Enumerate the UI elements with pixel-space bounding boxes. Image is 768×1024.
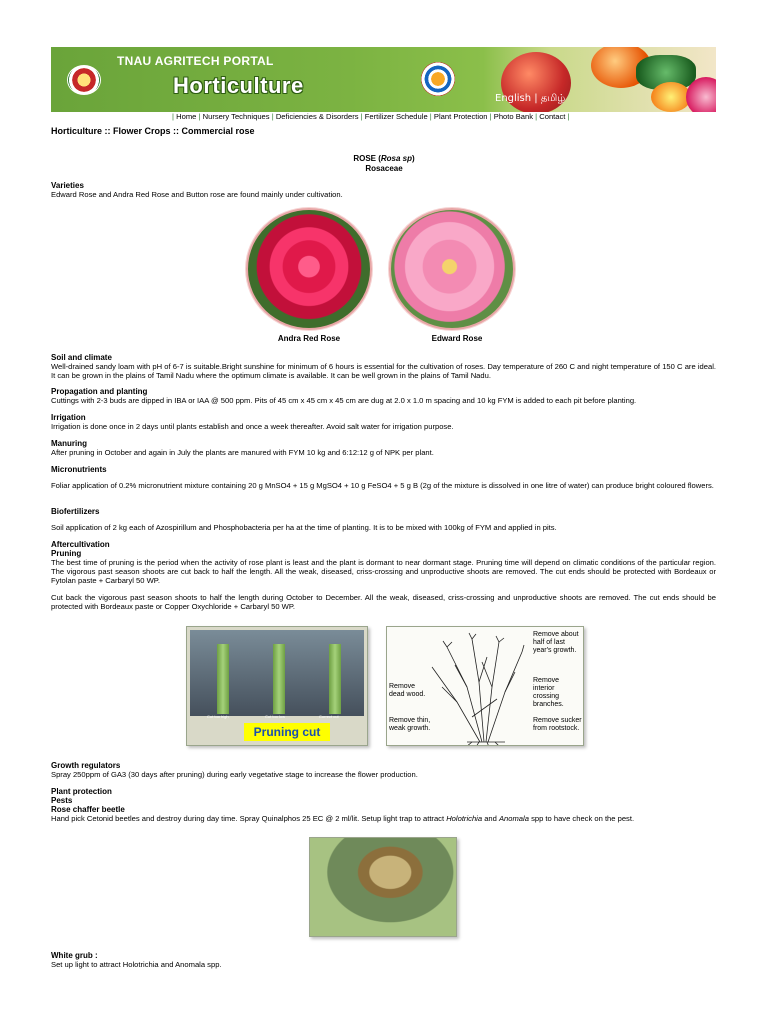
pruning-cut-label: Pruning cut — [244, 723, 330, 741]
pruning-heading: Pruning — [51, 549, 82, 558]
diagram-label-5: Remove sucker from rootstock. — [533, 717, 582, 732]
propagation-heading: Propagation and planting — [51, 387, 148, 396]
mini-label-1: Cut too high — [207, 714, 229, 719]
portal-name: TNAU AGRITECH PORTAL — [117, 54, 274, 68]
beetle-text-part: and — [482, 814, 499, 823]
pruning-text-1: The best time of pruning is the period when the activity of rose plant is least and the plant is dormant to near dormant stage. Pruning time will depend on climatic conditions of the particular region. The vigorous past season shoots are cut back to half the length. All the weak, diseased, criss-crossing and unproductive shoots are removed. The cut ends should be protected with Bordeaux or Fytolan paste + Carbaryl 50 WP. — [51, 558, 716, 585]
nav-separator: | — [489, 112, 492, 121]
flower-image — [686, 77, 716, 112]
pests-heading: Pests — [51, 796, 73, 805]
nav-nursery-link[interactable]: Nursery Techniques — [202, 112, 270, 121]
nav-separator: | — [535, 112, 538, 121]
lang-english-link[interactable]: English — [495, 93, 532, 104]
nav-separator: | — [172, 112, 174, 121]
lang-tamil-link[interactable]: தமிழ் — [540, 93, 566, 104]
crop-title — [0, 154, 768, 164]
top-nav — [172, 112, 570, 121]
white-grub-text: Set up light to attract Holotrichia and Anomala spp. — [51, 960, 222, 969]
growth-heading: Growth regulators — [51, 761, 121, 770]
government-emblem-icon — [421, 62, 455, 96]
varieties-heading: Varieties — [51, 181, 84, 190]
diagram-label-4: Remove thin, weak growth. — [389, 717, 431, 732]
crop-name-close: ) — [412, 154, 415, 163]
nav-home-link[interactable]: Home — [176, 112, 197, 121]
nav-separator: | — [567, 112, 570, 121]
pruning-diagram — [386, 626, 584, 746]
rose-chaffer-beetle-photo — [309, 837, 457, 937]
beetle-text-part: Hand pick Cetonid beetles and destroy during day time. Spray Quinalphos 25 EC @ 2 ml/lit. Setup light trap to attract — [51, 814, 447, 823]
crop-scientific-name: Rosa sp — [380, 154, 412, 163]
beetle-anomala: Anomala — [498, 814, 529, 823]
stem-correct — [329, 644, 341, 714]
rose2-caption: Edward Rose — [431, 334, 483, 343]
growth-text: Spray 250ppm of GA3 (30 days after pruning) during early vegetative stage to increase the flower production. — [51, 770, 418, 779]
nav-deficiencies-link[interactable]: Deficiencies & Disorders — [275, 112, 359, 121]
nav-separator: | — [429, 112, 432, 121]
beetle-heading: Rose chaffer beetle — [51, 805, 125, 814]
soil-heading: Soil and climate — [51, 353, 112, 362]
diagram-label-3: Remove interior crossing branches. — [533, 677, 564, 708]
edward-rose-image — [389, 208, 515, 330]
nav-separator: | — [198, 112, 201, 121]
propagation-text: Cuttings with 2-3 buds are dipped in IBA or IAA @ 500 ppm. Pits of 45 cm x 45 cm x 45 cm are dug at 2.0 x 1.0 m spacing and 10 kg FYM is added to each pit before planting. — [51, 396, 637, 405]
nav-photobank-link[interactable]: Photo Bank — [493, 112, 534, 121]
breadcrumb: Horticulture :: Flower Crops :: Commercial rose — [51, 126, 255, 136]
micronutrients-heading: Micronutrients — [51, 465, 107, 474]
lang-separator: | — [534, 93, 538, 104]
mini-label-2: Cut too low — [265, 714, 286, 719]
rose1-caption: Andra Red Rose — [277, 334, 341, 343]
biofertilizers-heading: Biofertilizers — [51, 507, 100, 516]
varieties-text: Edward Rose and Andra Red Rose and Button rose are found mainly under cultivation. — [51, 190, 343, 199]
tnau-logo-icon — [67, 65, 101, 95]
beetle-text — [51, 814, 716, 823]
language-switch — [495, 93, 565, 105]
irrigation-text: Irrigation is done once in 2 days until plants establish and once a week thereafter. Avoid salt water for irrigation purpose. — [51, 422, 454, 431]
aftercultivation-heading: Aftercultivation — [51, 540, 110, 549]
nav-separator: | — [360, 112, 363, 121]
fruit-image — [651, 82, 691, 112]
manuring-text: After pruning in October and again in July the plants are manured with FYM 10 kg and 6:12:12 g of NPK per plant. — [51, 448, 434, 457]
pruning-cut-photo — [186, 626, 368, 746]
beetle-text-part: spp to have check on the pest. — [528, 814, 635, 823]
nav-contact-link[interactable]: Contact — [539, 112, 566, 121]
biofertilizers-text: Soil application of 2 kg each of Azospirillum and Phosphobacteria per ha at the time of planting. It is to be mixed with 100kg of FYM and applied in pits. — [51, 523, 557, 532]
header-banner — [51, 47, 716, 112]
diagram-label-2: Remove dead wood. — [389, 683, 426, 698]
beetle-holotrichia: Holotrichia — [446, 814, 483, 823]
crop-name: ROSE ( — [353, 154, 381, 163]
stem-too-high — [217, 644, 229, 714]
andra-red-rose-image — [246, 208, 372, 330]
nav-fertilizer-link[interactable]: Fertilizer Schedule — [364, 112, 428, 121]
diagram-label-1: Remove about half of last year's growth. — [533, 631, 579, 654]
pruning-text-2: Cut back the vigorous past season shoots to half the length during October to December. All the weak, diseased, criss-crossing and unproductive shoots are removed. The cut ends should be protected with Bordeaux paste or Copper Oxychloride + Carbaryl 50 WP. — [51, 593, 716, 611]
nav-protection-link[interactable]: Plant Protection — [433, 112, 488, 121]
crop-family: Rosaceae — [365, 164, 403, 173]
nav-separator: | — [271, 112, 274, 121]
soil-text: Well-drained sandy loam with pH of 6-7 is suitable.Bright sunshine for minimum of 6 hours is essential for the cultivation of roses. Day temperature of 260 C and night temperature of 150 C are ideal. It can be grown in the plains of Tamil Nadu where the optimum climate is available. It can be well grown in the plains of Tamil Nadu. — [51, 362, 716, 380]
white-grub-heading: White grub : — [51, 951, 98, 960]
irrigation-heading: Irrigation — [51, 413, 86, 422]
banner-title: Horticulture — [173, 73, 304, 98]
micronutrients-text: Foliar application of 0.2% micronutrient mixture containing 20 g MnSO4 + 15 g MgSO4 + 10 g FeSO4 + 5 g B (2g of the mixture is dissolved in one litre of water) can produce bright coloured flowers. — [51, 481, 714, 490]
mini-label-3: Correct cut — [319, 714, 339, 719]
stem-too-low — [273, 644, 285, 714]
protection-heading: Plant protection — [51, 787, 112, 796]
manuring-heading: Manuring — [51, 439, 87, 448]
